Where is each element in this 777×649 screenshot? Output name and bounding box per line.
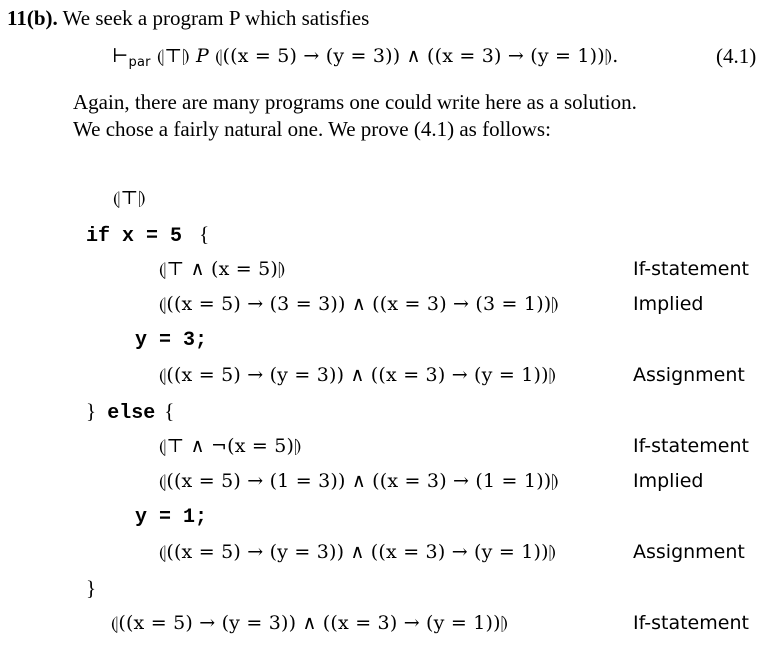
then-justification-2: Implied [633, 293, 704, 315]
else-assertion-2: ⦇((x = 5) → (1 = 3)) ∧ ((x = 3) → (1 = 1))⦈ [159, 470, 559, 492]
equation-postcondition: ⦇((x = 5) → (y = 3)) ∧ ((x = 3) → (y = 1))⦈. [215, 45, 619, 67]
else-justification-3: Assignment [633, 541, 745, 563]
then-assertion-1: ⦇⊤ ∧ (x = 5)⦈ [159, 258, 286, 280]
problem-heading [7, 6, 369, 31]
else-justification-1: If-statement [633, 435, 749, 457]
then-close-brace: } [86, 399, 97, 423]
then-justification-1: If-statement [633, 258, 749, 280]
if-line [86, 222, 209, 248]
turnstile-subscript: par [128, 55, 151, 70]
turnstile-symbol: ⊢ [112, 45, 129, 67]
else-keyword: else [107, 402, 156, 425]
equation-4-1 [112, 45, 619, 70]
paragraph-line-1: Again, there are many programs one could write here as a solution. [73, 90, 637, 114]
final-assertion: ⦇((x = 5) → (y = 3)) ∧ ((x = 3) → (y = 1))⦈ [111, 612, 509, 634]
equation-number: (4.1) [716, 44, 757, 68]
if-condition-code: if x = 5 [86, 225, 183, 248]
equation-precondition: ⦇⊤⦈ [156, 45, 190, 67]
paragraph-line-2: We chose a fairly natural one. We prove (4.1) as follows: [73, 117, 551, 141]
else-line [86, 399, 174, 425]
equation-program: P [195, 45, 209, 67]
else-assertion-3: ⦇((x = 5) → (y = 3)) ∧ ((x = 3) → (y = 1))⦈ [159, 541, 557, 563]
problem-label: 11(b). [7, 6, 58, 30]
then-justification-3: Assignment [633, 364, 745, 386]
else-assignment-code: y = 1; [135, 506, 208, 529]
else-open-brace: { [164, 399, 175, 423]
then-assertion-3: ⦇((x = 5) → (y = 3)) ∧ ((x = 3) → (y = 1))⦈ [159, 364, 557, 386]
final-justification: If-statement [633, 612, 749, 634]
top-assertion: ⦇⊤⦈ [113, 187, 146, 209]
then-assignment-code: y = 3; [135, 329, 208, 352]
if-close-brace: } [86, 576, 97, 600]
if-open-brace: { [199, 222, 210, 246]
else-assertion-1: ⦇⊤ ∧ ¬(x = 5)⦈ [159, 435, 302, 457]
problem-intro: We seek a program P which satisfies [62, 6, 370, 30]
then-assertion-2: ⦇((x = 5) → (3 = 3)) ∧ ((x = 3) → (3 = 1))⦈ [159, 293, 559, 315]
else-justification-2: Implied [633, 470, 704, 492]
